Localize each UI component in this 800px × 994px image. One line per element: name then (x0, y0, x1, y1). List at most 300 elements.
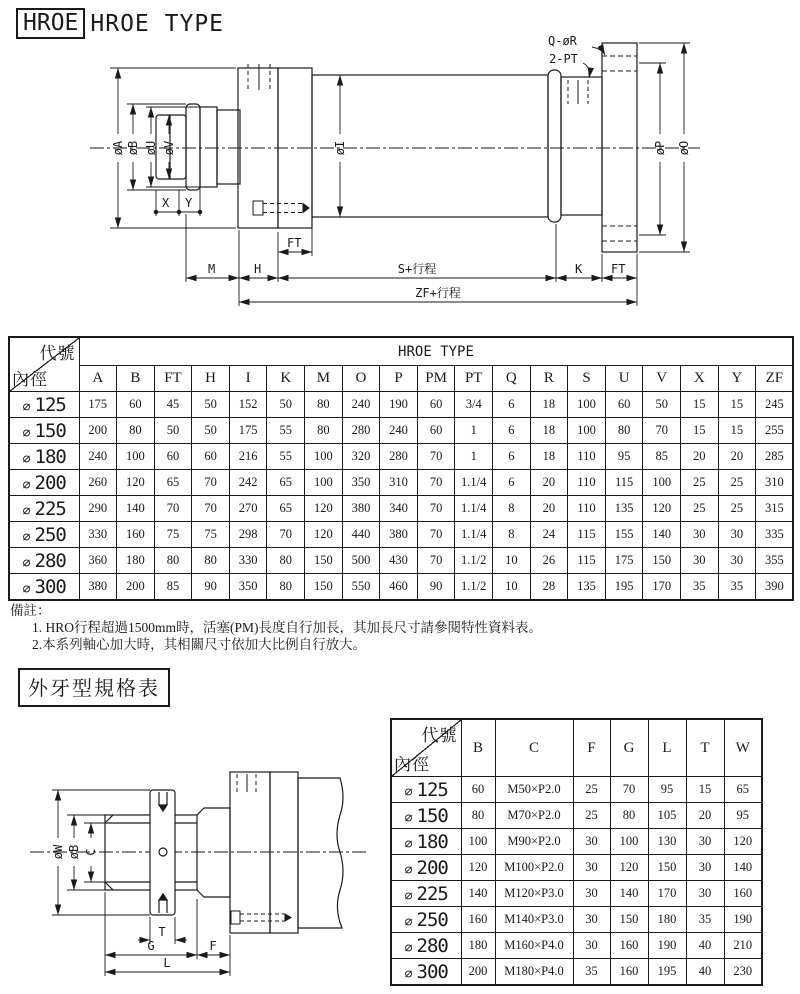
cell: 80 (610, 803, 648, 829)
cell: 180 (648, 907, 686, 933)
cell: 160 (461, 907, 495, 933)
cell: 18 (530, 418, 568, 444)
dim-label-do: øO (677, 140, 691, 156)
cell: 30 (573, 829, 610, 855)
cell: 25 (681, 496, 719, 522)
dim-label-da: øA (111, 140, 125, 156)
cell: 75 (192, 522, 230, 548)
cell: 175 (605, 548, 643, 574)
diameter-symbol: ∅ (404, 940, 413, 956)
dim-label-g: G (147, 939, 155, 953)
table-row (391, 777, 762, 803)
cell: 80 (305, 418, 343, 444)
diameter-symbol: ∅ (404, 784, 413, 800)
cell: 24 (530, 522, 568, 548)
cell: 120 (724, 829, 762, 855)
cell: 30 (686, 855, 724, 881)
cell: 85 (643, 444, 681, 470)
diameter-symbol: ∅ (22, 529, 31, 545)
cell: 175 (229, 418, 267, 444)
cell: 25 (718, 470, 756, 496)
cell: 200 (117, 574, 155, 601)
cell: 1.1/4 (455, 470, 493, 496)
cell: 280 (380, 444, 418, 470)
part-outline (156, 43, 637, 252)
cell: 20 (686, 803, 724, 829)
cell: 8 (493, 522, 531, 548)
diameter-symbol: ∅ (22, 581, 31, 597)
bore-size: 180 (34, 445, 66, 468)
row-label (9, 548, 79, 574)
note-item-1: 1. HRO行程超過1500mm時，活塞(PM)長度自行加長，其加長尺寸請參閱特性資料表。 (32, 620, 543, 635)
cell: 55 (267, 418, 305, 444)
cell: 30 (718, 522, 756, 548)
table-row (9, 392, 793, 418)
bore-size: 125 (416, 778, 448, 801)
corner-label-bottom: 內徑 (394, 755, 430, 774)
cell: 80 (154, 548, 192, 574)
cell: 15 (718, 418, 756, 444)
cell: 80 (305, 392, 343, 418)
dim-label-t: T (158, 925, 166, 939)
cell: 70 (192, 470, 230, 496)
cell: 25 (718, 496, 756, 522)
table-row (391, 959, 762, 986)
bore-size: 180 (416, 830, 448, 853)
dim-label-dw: øW (51, 844, 65, 860)
cell: M140×P3.0 (495, 907, 573, 933)
cell: 75 (154, 522, 192, 548)
cell: 80 (117, 418, 155, 444)
cell: 120 (117, 470, 155, 496)
cell: 160 (610, 933, 648, 959)
bore-size: 300 (34, 575, 66, 598)
cell: 100 (305, 470, 343, 496)
column-header: H (192, 366, 230, 392)
corner-header (9, 337, 79, 392)
cell: 150 (648, 855, 686, 881)
part-outline (105, 772, 343, 933)
cell: 15 (686, 777, 724, 803)
cell: 30 (573, 855, 610, 881)
cell: 70 (267, 522, 305, 548)
cell: 460 (380, 574, 418, 601)
dim-label-y: Y (185, 196, 193, 210)
cell: 35 (681, 574, 719, 601)
dim-label-c: C (84, 848, 98, 856)
cell: 380 (380, 522, 418, 548)
column-header: B (461, 719, 495, 777)
cell: 1.1/2 (455, 574, 493, 601)
cell: 80 (461, 803, 495, 829)
row-label (391, 829, 461, 855)
hidden-lines (248, 56, 637, 241)
cell: 110 (568, 496, 606, 522)
cell: 70 (610, 777, 648, 803)
dim-label-ft2: FT (611, 262, 626, 276)
bore-size: 250 (34, 523, 66, 546)
dim-label-l: L (163, 956, 171, 970)
cell: 70 (192, 496, 230, 522)
cell: 190 (380, 392, 418, 418)
cell: 285 (756, 444, 794, 470)
row-label (9, 418, 79, 444)
row-label (391, 855, 461, 881)
cell: 100 (643, 470, 681, 496)
table-row (9, 444, 793, 470)
cell: 240 (79, 444, 117, 470)
dim-label-dv: øV (162, 140, 176, 156)
cell: 30 (573, 933, 610, 959)
cell: 60 (417, 392, 455, 418)
diameter-symbol: ∅ (404, 914, 413, 930)
cell: 195 (605, 574, 643, 601)
cell: 18 (530, 392, 568, 418)
diameter-symbol: ∅ (22, 451, 31, 467)
cell: 70 (417, 470, 455, 496)
notes-heading: 備註： (10, 603, 51, 618)
dim-label-k: K (575, 262, 583, 276)
note-item-2: 2.本系列軸心加大時，其相關尺寸依加大比例自行放大。 (32, 637, 367, 652)
cell: 15 (681, 392, 719, 418)
table-row (9, 470, 793, 496)
cell: 28 (530, 574, 568, 601)
diameter-symbol: ∅ (22, 477, 31, 493)
cell: M100×P2.0 (495, 855, 573, 881)
diameter-symbol: ∅ (404, 966, 413, 982)
table-header-row (9, 337, 793, 366)
row-label (391, 777, 461, 803)
cell: 60 (605, 392, 643, 418)
cell: 140 (610, 881, 648, 907)
cell: 30 (718, 548, 756, 574)
cell: 315 (756, 496, 794, 522)
table-row (9, 548, 793, 574)
cell: 65 (154, 470, 192, 496)
bore-size: 150 (416, 804, 448, 827)
cell: 90 (417, 574, 455, 601)
cell: 390 (756, 574, 794, 601)
cell: 80 (605, 418, 643, 444)
dim-label-db: øB (126, 140, 140, 156)
column-header: W (724, 719, 762, 777)
bore-size: 225 (416, 882, 448, 905)
cell: 30 (573, 881, 610, 907)
cell: 120 (461, 855, 495, 881)
bore-size: 200 (34, 471, 66, 494)
cell: 3/4 (455, 392, 493, 418)
column-header: G (610, 719, 648, 777)
cell: 100 (610, 829, 648, 855)
cell: 35 (573, 959, 610, 986)
dim-label-zf: ZF+行程 (415, 286, 461, 300)
cell: 180 (117, 548, 155, 574)
notes (10, 602, 542, 653)
column-header: PT (455, 366, 493, 392)
column-header: B (117, 366, 155, 392)
cell: 140 (117, 496, 155, 522)
row-label (9, 444, 79, 470)
cell: 50 (192, 418, 230, 444)
cell: 60 (154, 444, 192, 470)
corner-header (391, 719, 461, 777)
table-row (391, 881, 762, 907)
row-label (9, 470, 79, 496)
cell: 80 (267, 574, 305, 601)
cell: 80 (192, 548, 230, 574)
cell: 380 (342, 496, 380, 522)
column-header: O (342, 366, 380, 392)
cell: 70 (417, 444, 455, 470)
dimension-lines (52, 790, 230, 976)
cell: 290 (79, 496, 117, 522)
cell: 270 (229, 496, 267, 522)
cell: 190 (724, 907, 762, 933)
table-row (391, 907, 762, 933)
cell: 30 (686, 881, 724, 907)
cell: 6 (493, 470, 531, 496)
cell: 140 (643, 522, 681, 548)
dim-label-m: M (208, 262, 216, 276)
table-row (391, 829, 762, 855)
cell: 255 (756, 418, 794, 444)
cell: 330 (79, 522, 117, 548)
cell: 1.1/4 (455, 496, 493, 522)
diameter-symbol: ∅ (404, 836, 413, 852)
diameter-symbol: ∅ (22, 503, 31, 519)
corner-label-bottom: 內徑 (12, 370, 48, 389)
cell: 26 (530, 548, 568, 574)
bore-size: 250 (416, 908, 448, 931)
cell: 180 (461, 933, 495, 959)
cell: 120 (305, 496, 343, 522)
cell: 30 (686, 829, 724, 855)
cell: 6 (493, 444, 531, 470)
cell: 115 (568, 548, 606, 574)
table-row (9, 522, 793, 548)
column-header: V (643, 366, 681, 392)
cell: 95 (724, 803, 762, 829)
table-title: HROE TYPE (79, 337, 793, 366)
cell: 230 (724, 959, 762, 986)
cell: 240 (342, 392, 380, 418)
cell: M160×P4.0 (495, 933, 573, 959)
cell: 150 (610, 907, 648, 933)
cell: 60 (117, 392, 155, 418)
bore-size: 150 (34, 419, 66, 442)
cell: 160 (610, 959, 648, 986)
cell: 120 (643, 496, 681, 522)
row-label (391, 803, 461, 829)
cell: 60 (461, 777, 495, 803)
cell: 10 (493, 574, 531, 601)
cell: 35 (718, 574, 756, 601)
row-label (9, 392, 79, 418)
cell: 440 (342, 522, 380, 548)
table-row (9, 496, 793, 522)
table-column-row (9, 366, 793, 392)
cylinder-drawing (0, 25, 800, 310)
hidden-lines (231, 774, 291, 924)
cell: 170 (643, 574, 681, 601)
row-label (9, 522, 79, 548)
bore-size: 300 (416, 960, 448, 983)
cell: 15 (681, 418, 719, 444)
dim-label-ft1: FT (287, 236, 302, 250)
cell: 320 (342, 444, 380, 470)
diameter-symbol: ∅ (22, 425, 31, 441)
cell: 35 (686, 907, 724, 933)
cell: 70 (417, 548, 455, 574)
cell: 50 (154, 418, 192, 444)
table-row (391, 933, 762, 959)
cell: 110 (568, 444, 606, 470)
cell: 200 (79, 418, 117, 444)
cell: 160 (117, 522, 155, 548)
dim-label-qr: Q-øR (548, 34, 577, 48)
cell: 100 (461, 829, 495, 855)
cell: 240 (380, 418, 418, 444)
cell: 30 (681, 522, 719, 548)
cell: 340 (380, 496, 418, 522)
cell: 260 (79, 470, 117, 496)
cell: 65 (267, 496, 305, 522)
cell: 20 (530, 470, 568, 496)
cell: 150 (305, 574, 343, 601)
cell: 40 (686, 959, 724, 986)
corner-label-top: 代號 (39, 344, 76, 363)
cell: 100 (305, 444, 343, 470)
dim-label-h: H (254, 262, 262, 276)
cell: 195 (648, 959, 686, 986)
cell: 6 (493, 392, 531, 418)
column-header: R (530, 366, 568, 392)
table-row (391, 803, 762, 829)
diameter-symbol: ∅ (404, 862, 413, 878)
cell: 216 (229, 444, 267, 470)
cell: 60 (417, 418, 455, 444)
table-header-row (391, 719, 762, 777)
column-header: P (380, 366, 418, 392)
cell: 1 (455, 418, 493, 444)
column-header: X (681, 366, 719, 392)
cell: 330 (229, 548, 267, 574)
column-header: K (267, 366, 305, 392)
row-label (391, 907, 461, 933)
cell: 100 (568, 392, 606, 418)
cell: 80 (267, 548, 305, 574)
column-header: PM (417, 366, 455, 392)
column-header: Y (718, 366, 756, 392)
dim-label-di: øI (333, 140, 347, 156)
cell: 245 (756, 392, 794, 418)
column-header: T (686, 719, 724, 777)
dim-label-x: X (162, 196, 170, 210)
dimension-labels (51, 844, 217, 970)
cell: 350 (342, 470, 380, 496)
cell: 50 (643, 392, 681, 418)
cell: 95 (648, 777, 686, 803)
diameter-symbol: ∅ (22, 555, 31, 571)
cell: 100 (568, 418, 606, 444)
cell: 550 (342, 574, 380, 601)
cell: 8 (493, 496, 531, 522)
cell: 70 (154, 496, 192, 522)
cell: 310 (380, 470, 418, 496)
model-code-box: HROE (16, 8, 85, 39)
diameter-symbol: ∅ (404, 810, 413, 826)
column-header: U (605, 366, 643, 392)
cell: 380 (79, 574, 117, 601)
bore-size: 280 (34, 549, 66, 572)
cell: 140 (461, 881, 495, 907)
cell: 130 (648, 829, 686, 855)
cell: 175 (79, 392, 117, 418)
dim-label-f: F (209, 939, 217, 953)
cell: 170 (648, 881, 686, 907)
table-row (9, 418, 793, 444)
cell: 70 (643, 418, 681, 444)
column-header: Q (493, 366, 531, 392)
cell: 25 (681, 470, 719, 496)
cell: 200 (461, 959, 495, 986)
column-header: L (648, 719, 686, 777)
cell: 30 (681, 548, 719, 574)
cell: 95 (605, 444, 643, 470)
cell: 90 (192, 574, 230, 601)
cell: 25 (573, 777, 610, 803)
corner-label-top: 代號 (421, 726, 458, 745)
cell: 15 (718, 392, 756, 418)
column-header: ZF (756, 366, 794, 392)
cell: 310 (756, 470, 794, 496)
cell: M180×P4.0 (495, 959, 573, 986)
cell: 10 (493, 548, 531, 574)
row-label (391, 933, 461, 959)
row-label (9, 496, 79, 522)
column-header: A (79, 366, 117, 392)
row-label (9, 574, 79, 601)
column-header: S (568, 366, 606, 392)
cell: M90×P2.0 (495, 829, 573, 855)
cell: 65 (724, 777, 762, 803)
cell: 242 (229, 470, 267, 496)
cell: 160 (724, 881, 762, 907)
cell: 115 (568, 522, 606, 548)
cell: 155 (605, 522, 643, 548)
cell: 430 (380, 548, 418, 574)
dim-label-dp: øP (653, 140, 667, 156)
column-header: F (573, 719, 610, 777)
cell: 55 (267, 444, 305, 470)
row-label (391, 959, 461, 986)
model-type-label: HROE TYPE (90, 10, 225, 37)
cell: 6 (493, 418, 531, 444)
bore-size: 280 (416, 934, 448, 957)
cell: 25 (573, 803, 610, 829)
dimension-labels (111, 34, 691, 300)
cell: 30 (573, 907, 610, 933)
cell: 190 (648, 933, 686, 959)
bore-size: 200 (416, 856, 448, 879)
cell: 60 (192, 444, 230, 470)
cell: 115 (605, 470, 643, 496)
cell: 210 (724, 933, 762, 959)
cell: 135 (568, 574, 606, 601)
diameter-symbol: ∅ (404, 888, 413, 904)
cell: 1.1/2 (455, 548, 493, 574)
cell: 335 (756, 522, 794, 548)
